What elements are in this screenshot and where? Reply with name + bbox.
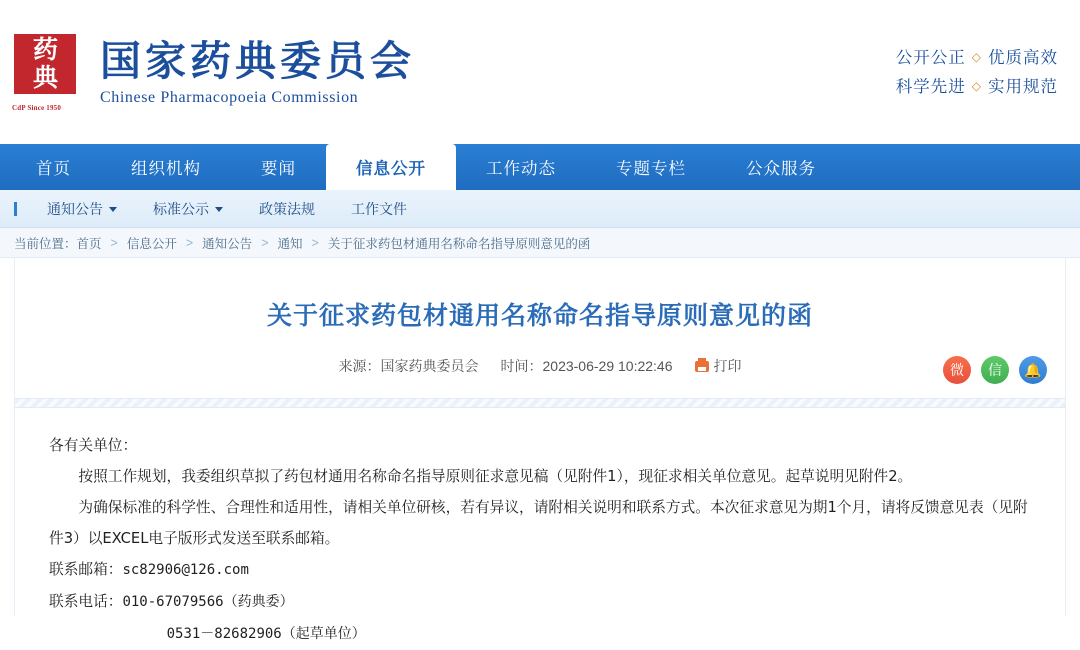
contact-email-value: sc82906@126.com [122, 562, 249, 578]
commission-seal-icon [8, 32, 86, 112]
site-logo[interactable] [8, 32, 415, 112]
article-container [14, 258, 1066, 642]
nav-item-work-updates[interactable]: 工作动态 [486, 160, 556, 178]
main-nav [0, 144, 1080, 190]
site-title-block [100, 37, 415, 107]
nav-item-home[interactable]: 首页 [36, 160, 71, 178]
subscribe-bell-icon[interactable]: 🔔 [1019, 356, 1047, 384]
breadcrumb-item-announcements[interactable]: 通知公告 [202, 236, 253, 251]
article-paragraph-2: 为确保标准的科学性、合理性和适用性，请相关单位研核，若有异议，请附相关说明和联系方式。本次征求意见为期1个月，请将反馈意见表（见附件3）以EXCEL电子版形式发送至联系邮箱。 [49, 499, 1028, 547]
site-slogan [896, 44, 1058, 102]
breadcrumb-item-current: 关于征求药包材通用名称命名指导原则意见的函 [327, 236, 591, 251]
contact-phone-line [49, 586, 1031, 618]
subnav-accent-bar [14, 202, 17, 216]
weibo-share-button[interactable]: 微 [943, 356, 971, 384]
print-label: 打印 [713, 358, 742, 374]
subnav-item-work-documents[interactable] [333, 199, 425, 219]
contact-phone-value: 010-67079566（药典委） [122, 594, 294, 610]
seal-char-1: 药 [32, 35, 57, 64]
slogan-line-1 [896, 44, 1058, 73]
slogan-2b: 实用规范 [988, 78, 1058, 96]
diamond-icon: ◇ [971, 50, 982, 64]
breadcrumb-item-notice[interactable]: 通知 [277, 236, 303, 251]
slogan-1b: 优质高效 [988, 49, 1058, 67]
article-source-label: 来源： [338, 358, 381, 374]
seal-characters [14, 34, 76, 94]
nav-item-public-services[interactable]: 公众服务 [746, 160, 816, 178]
article-source [339, 356, 479, 376]
sub-nav [0, 190, 1080, 228]
section-divider [15, 398, 1065, 408]
subnav-item-standards-publicity[interactable] [135, 199, 241, 219]
article-time-value: 2023-06-29 10:22:46 [542, 358, 673, 374]
chevron-down-icon [109, 207, 117, 212]
wechat-share-button[interactable]: 信 [981, 356, 1009, 384]
breadcrumb-item-home[interactable]: 首页 [76, 236, 102, 251]
subnav-label-standards-publicity: 标准公示 [153, 200, 209, 217]
diamond-icon: ◇ [971, 79, 982, 93]
site-header [0, 0, 1080, 144]
share-buttons [943, 356, 1047, 384]
nav-item-news[interactable]: 要闻 [261, 160, 296, 178]
subnav-label-announcements: 通知公告 [47, 200, 103, 217]
contact-phone-value-2: 0531－82682906（起草单位） [166, 626, 366, 642]
slogan-2a: 科学先进 [895, 78, 966, 96]
seal-since-text: CdP Since 1950 [12, 104, 62, 112]
slogan-line-2 [896, 73, 1058, 102]
article-time-label: 时间： [500, 358, 543, 374]
breadcrumb-label: 当前位置： [14, 236, 77, 251]
breadcrumb [0, 228, 1080, 258]
nav-item-organization[interactable]: 组织机构 [131, 160, 201, 178]
site-title-cn: 国家药典委员会 [100, 37, 415, 85]
breadcrumb-separator: > [110, 235, 118, 250]
slogan-1a: 公开公正 [895, 49, 966, 67]
chevron-down-icon [215, 207, 223, 212]
contact-email-label: 联系邮箱： [49, 561, 123, 578]
subnav-label-policies-regulations: 政策法规 [259, 200, 315, 217]
subnav-item-policies-regulations[interactable] [241, 199, 333, 219]
article-paragraph-salutation: 各有关单位： [49, 437, 138, 454]
site-title-en: Chinese Pharmacopoeia Commission [100, 89, 359, 106]
article-time [501, 356, 673, 376]
article-meta [15, 356, 1065, 376]
subnav-item-announcements[interactable] [29, 199, 135, 219]
contact-phone-label: 联系电话： [49, 593, 123, 610]
article-body [15, 408, 1065, 650]
nav-item-information-disclosure[interactable]: 信息公开 [326, 144, 456, 190]
subnav-label-work-documents: 工作文件 [351, 200, 407, 217]
contact-phone-line-2 [49, 618, 1031, 650]
article-source-value: 国家药典委员会 [380, 358, 479, 374]
page-title: 关于征求药包材通用名称命名指导原则意见的函 [266, 302, 813, 330]
breadcrumb-separator: > [185, 235, 194, 250]
breadcrumb-separator: > [261, 235, 269, 250]
breadcrumb-separator: > [311, 235, 319, 250]
print-button[interactable] [695, 356, 742, 376]
seal-char-2: 典 [32, 63, 57, 92]
article-paragraph-1: 按照工作规划，我委组织草拟了药包材通用名称命名指导原则征求意见稿（见附件1），现征求相关单位意见。起草说明见附件2。 [78, 468, 913, 485]
contact-email-line [49, 554, 1031, 586]
breadcrumb-item-information-disclosure[interactable]: 信息公开 [126, 236, 177, 251]
printer-icon [695, 361, 709, 372]
nav-item-special-columns[interactable]: 专题专栏 [616, 160, 686, 178]
